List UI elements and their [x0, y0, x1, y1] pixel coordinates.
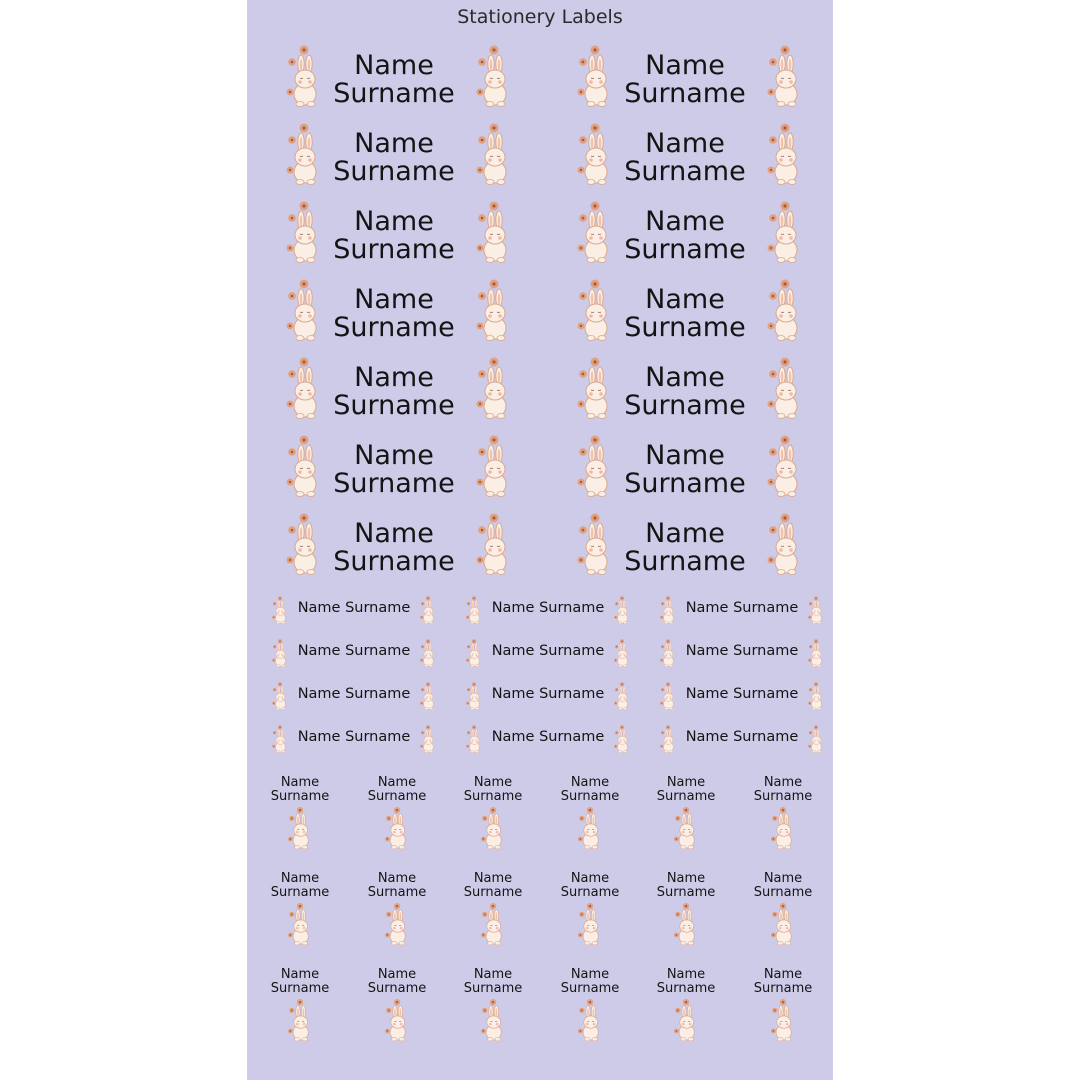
label-name: Name [354, 440, 434, 471]
bunny-icon [419, 680, 437, 712]
label-text: Name Surname [685, 600, 799, 616]
label-surname: Surname [560, 789, 620, 804]
medium-label [659, 594, 825, 628]
bunny-icon [659, 723, 677, 755]
bunny-icon [474, 44, 514, 108]
large-label [284, 520, 524, 584]
large-label [284, 286, 524, 350]
small-label [453, 968, 533, 1052]
bunny-icon [419, 637, 437, 669]
small-label [357, 968, 437, 1052]
label-surname: Surname [333, 78, 455, 109]
label-text [550, 968, 630, 996]
label-surname: Surname [624, 468, 746, 499]
medium-label [659, 680, 825, 714]
label-surname: Surname [463, 885, 523, 900]
label-surname: Surname [463, 789, 523, 804]
label-name: Name [645, 206, 725, 237]
label-surname: Surname [753, 981, 813, 996]
bunny-icon [613, 723, 631, 755]
bunny-icon [807, 594, 825, 626]
label-text [324, 286, 464, 342]
bunny-icon [765, 356, 805, 420]
label-name: Name [645, 50, 725, 81]
large-label [284, 130, 524, 194]
label-surname: Surname [656, 885, 716, 900]
label-surname: Surname [270, 789, 330, 804]
label-surname: Surname [270, 981, 330, 996]
label-surname: Surname [333, 234, 455, 265]
label-surname: Surname [753, 789, 813, 804]
label-name: Name [666, 871, 706, 886]
bunny-icon [479, 806, 507, 850]
medium-label [465, 723, 631, 757]
label-name: Name [645, 518, 725, 549]
small-label [646, 776, 726, 860]
label-name: Name [354, 284, 434, 315]
bunny-icon [271, 594, 289, 626]
small-label [260, 776, 340, 860]
label-name: Name [570, 775, 610, 790]
bunny-icon [383, 806, 411, 850]
bunny-icon [765, 512, 805, 576]
label-text [743, 776, 823, 804]
label-text: Name Surname [297, 600, 411, 616]
small-label [743, 872, 823, 956]
bunny-icon [419, 723, 437, 755]
label-name: Name [354, 128, 434, 159]
label-name: Name [763, 775, 803, 790]
bunny-icon [284, 434, 324, 498]
bunny-icon [479, 902, 507, 946]
bunny-icon [465, 723, 483, 755]
label-text: Name Surname [491, 686, 605, 702]
bunny-icon [659, 594, 677, 626]
label-text [260, 872, 340, 900]
bunny-icon [284, 512, 324, 576]
label-surname: Surname [367, 981, 427, 996]
bunny-icon [672, 806, 700, 850]
label-text [615, 208, 755, 264]
label-name: Name [570, 871, 610, 886]
label-text: Name Surname [297, 643, 411, 659]
label-text: Name Surname [491, 643, 605, 659]
small-label [260, 968, 340, 1052]
bunny-icon [765, 434, 805, 498]
bunny-icon [765, 44, 805, 108]
label-text [615, 286, 755, 342]
small-label [357, 872, 437, 956]
bunny-icon [474, 278, 514, 342]
medium-label [465, 680, 631, 714]
label-surname: Surname [624, 78, 746, 109]
label-text [453, 776, 533, 804]
bunny-icon [474, 512, 514, 576]
bunny-icon [271, 637, 289, 669]
medium-label [271, 680, 437, 714]
label-text [615, 520, 755, 576]
label-surname: Surname [270, 885, 330, 900]
bunny-icon [765, 122, 805, 186]
label-surname: Surname [624, 312, 746, 343]
label-text: Name Surname [685, 686, 799, 702]
label-name: Name [645, 440, 725, 471]
label-surname: Surname [333, 468, 455, 499]
label-surname: Surname [656, 981, 716, 996]
label-text [324, 442, 464, 498]
label-surname: Surname [560, 981, 620, 996]
medium-label [271, 637, 437, 671]
label-text [324, 52, 464, 108]
label-surname: Surname [333, 312, 455, 343]
label-surname: Surname [624, 156, 746, 187]
label-text: Name Surname [297, 729, 411, 745]
bunny-icon [807, 680, 825, 712]
bunny-icon [575, 356, 615, 420]
large-label [284, 364, 524, 428]
bunny-icon [284, 122, 324, 186]
label-text: Name Surname [491, 600, 605, 616]
label-surname: Surname [656, 789, 716, 804]
label-text [324, 130, 464, 186]
medium-label [465, 637, 631, 671]
label-name: Name [280, 967, 320, 982]
label-surname: Surname [333, 390, 455, 421]
label-text [324, 208, 464, 264]
label-name: Name [377, 967, 417, 982]
bunny-icon [765, 200, 805, 264]
small-label [646, 872, 726, 956]
small-label [646, 968, 726, 1052]
large-label [575, 208, 815, 272]
large-label [284, 442, 524, 506]
label-name: Name [280, 775, 320, 790]
bunny-icon [659, 637, 677, 669]
label-text [550, 776, 630, 804]
bunny-icon [575, 200, 615, 264]
large-label [575, 52, 815, 116]
label-text [357, 968, 437, 996]
label-surname: Surname [624, 390, 746, 421]
small-label [743, 776, 823, 860]
bunny-icon [575, 434, 615, 498]
bunny-icon [613, 680, 631, 712]
label-name: Name [666, 775, 706, 790]
label-surname: Surname [367, 885, 427, 900]
bunny-icon [271, 723, 289, 755]
medium-label [271, 594, 437, 628]
large-label [575, 286, 815, 350]
label-text [260, 968, 340, 996]
label-name: Name [354, 362, 434, 393]
medium-label [659, 637, 825, 671]
label-name: Name [377, 871, 417, 886]
large-label [284, 52, 524, 116]
bunny-icon [286, 806, 314, 850]
label-name: Name [473, 775, 513, 790]
large-label [575, 520, 815, 584]
bunny-icon [284, 200, 324, 264]
bunny-icon [465, 680, 483, 712]
bunny-icon [465, 594, 483, 626]
label-name: Name [645, 128, 725, 159]
small-label [357, 776, 437, 860]
label-name: Name [354, 50, 434, 81]
bunny-icon [474, 434, 514, 498]
label-name: Name [354, 518, 434, 549]
label-name: Name [570, 967, 610, 982]
label-surname: Surname [753, 885, 813, 900]
small-label [550, 968, 630, 1052]
label-name: Name [473, 871, 513, 886]
label-text [453, 872, 533, 900]
label-text [324, 520, 464, 576]
bunny-icon [575, 512, 615, 576]
label-text: Name Surname [685, 729, 799, 745]
label-name: Name [280, 871, 320, 886]
label-text [453, 968, 533, 996]
label-text [260, 776, 340, 804]
bunny-icon [284, 356, 324, 420]
bunny-icon [575, 278, 615, 342]
bunny-icon [807, 637, 825, 669]
label-surname: Surname [333, 156, 455, 187]
bunny-icon [613, 594, 631, 626]
large-label [575, 130, 815, 194]
label-name: Name [377, 775, 417, 790]
label-name: Name [763, 967, 803, 982]
label-surname: Surname [560, 885, 620, 900]
small-label [260, 872, 340, 956]
bunny-icon [575, 44, 615, 108]
bunny-icon [576, 998, 604, 1042]
bunny-icon [807, 723, 825, 755]
label-text [615, 130, 755, 186]
label-name: Name [473, 967, 513, 982]
label-text [646, 968, 726, 996]
bunny-icon [474, 356, 514, 420]
bunny-icon [383, 902, 411, 946]
bunny-icon [576, 806, 604, 850]
bunny-icon [383, 998, 411, 1042]
label-text [615, 364, 755, 420]
label-surname: Surname [367, 789, 427, 804]
bunny-icon [765, 278, 805, 342]
label-name: Name [666, 967, 706, 982]
label-text: Name Surname [491, 729, 605, 745]
label-text [324, 364, 464, 420]
medium-label [659, 723, 825, 757]
label-surname: Surname [624, 234, 746, 265]
bunny-icon [284, 44, 324, 108]
label-surname: Surname [624, 546, 746, 577]
bunny-icon [769, 902, 797, 946]
sheet-title: Stationery Labels [457, 6, 623, 28]
label-text: Name Surname [297, 686, 411, 702]
small-label [453, 872, 533, 956]
label-text [646, 776, 726, 804]
label-text [743, 872, 823, 900]
bunny-icon [465, 637, 483, 669]
bunny-icon [576, 902, 604, 946]
bunny-icon [284, 278, 324, 342]
label-text [357, 776, 437, 804]
bunny-icon [286, 902, 314, 946]
bunny-icon [769, 806, 797, 850]
small-label [550, 776, 630, 860]
bunny-icon [479, 998, 507, 1042]
label-surname: Surname [463, 981, 523, 996]
label-name: Name [763, 871, 803, 886]
label-text [615, 52, 755, 108]
medium-label [465, 594, 631, 628]
bunny-icon [474, 122, 514, 186]
label-text [743, 968, 823, 996]
small-label [453, 776, 533, 860]
bunny-icon [474, 200, 514, 264]
label-text [550, 872, 630, 900]
small-label [743, 968, 823, 1052]
label-sheet [247, 0, 833, 1080]
medium-label [271, 723, 437, 757]
label-text [357, 872, 437, 900]
label-text: Name Surname [685, 643, 799, 659]
large-label [284, 208, 524, 272]
bunny-icon [769, 998, 797, 1042]
bunny-icon [271, 680, 289, 712]
bunny-icon [286, 998, 314, 1042]
bunny-icon [575, 122, 615, 186]
bunny-icon [659, 680, 677, 712]
bunny-icon [672, 998, 700, 1042]
large-label [575, 442, 815, 506]
bunny-icon [419, 594, 437, 626]
small-label [550, 872, 630, 956]
label-name: Name [645, 362, 725, 393]
bunny-icon [613, 637, 631, 669]
label-name: Name [354, 206, 434, 237]
large-label [575, 364, 815, 428]
bunny-icon [672, 902, 700, 946]
label-text [646, 872, 726, 900]
label-name: Name [645, 284, 725, 315]
label-text [615, 442, 755, 498]
label-surname: Surname [333, 546, 455, 577]
